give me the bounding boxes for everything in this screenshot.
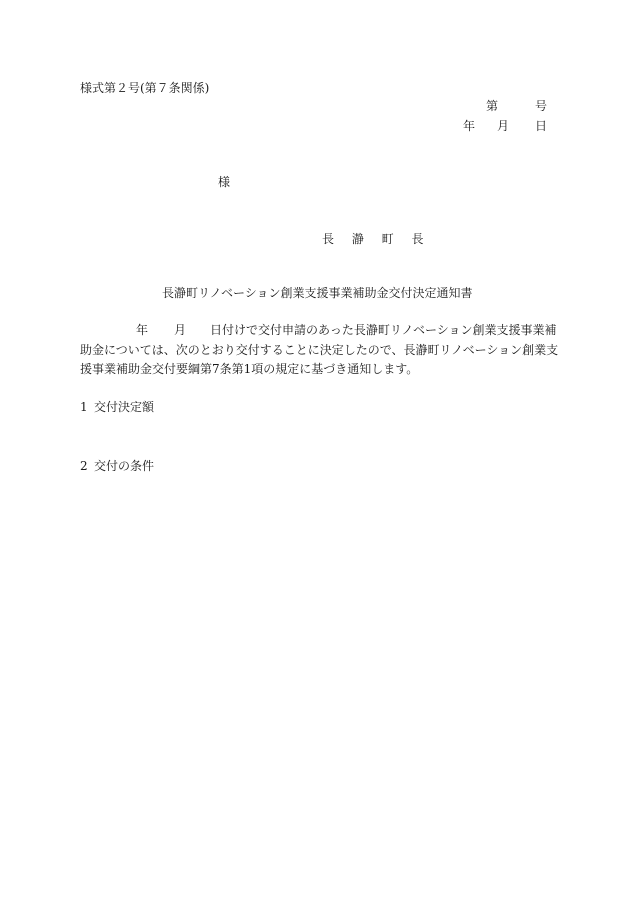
date-day-label: 日 xyxy=(535,119,548,133)
body-year-label: 年 xyxy=(136,323,149,337)
date-year-label: 年 xyxy=(463,119,476,133)
section-number: 1 xyxy=(80,400,88,414)
section-heading-grant-amount xyxy=(80,399,154,415)
doc-number-go: 号 xyxy=(535,99,548,113)
issuer-name: 長 瀞 町 長 xyxy=(322,232,431,246)
body-paragraph-line-2: 助金については、次のとおり交付することに決定したので、長瀞町リノベーション創業支 xyxy=(80,343,559,357)
body-line-1-text: 日付けで交付申請のあった長瀞町リノベーション創業支援事業補 xyxy=(210,323,557,337)
section-label: 交付の条件 xyxy=(94,459,155,473)
section-heading-grant-conditions xyxy=(80,458,154,474)
section-number: 2 xyxy=(80,459,88,473)
document-title: 長瀞町リノベーション創業支援事業補助金交付決定通知書 xyxy=(162,286,473,300)
body-month-label: 月 xyxy=(174,323,187,337)
doc-number-dai: 第 xyxy=(486,99,499,113)
form-label: 様式第２号(第７条関係) xyxy=(80,81,210,95)
date-month-label: 月 xyxy=(497,119,510,133)
body-paragraph-line-3: 援事業補助金交付要綱第7条第1項の規定に基づき通知します。 xyxy=(80,362,419,376)
body-paragraph-line-1 xyxy=(80,322,556,338)
section-label: 交付決定額 xyxy=(94,400,155,414)
recipient-honorific: 様 xyxy=(218,175,231,189)
